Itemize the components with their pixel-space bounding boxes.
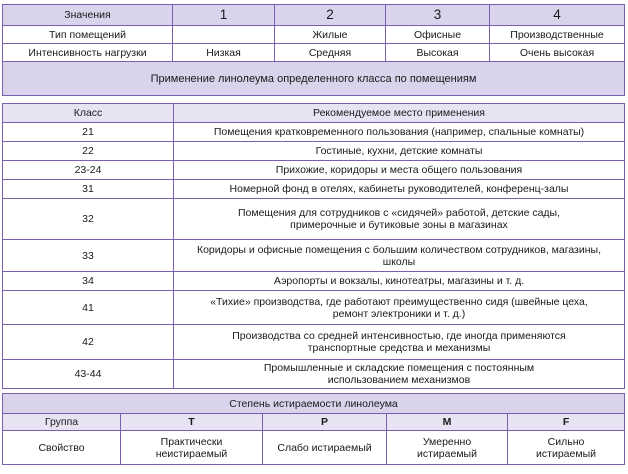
room-type-1: [173, 26, 275, 44]
class-cell: 42: [3, 325, 174, 360]
place-cell: Номерной фонд в отелях, кабинеты руководителей, конференц-залы: [174, 180, 625, 199]
place-cell: Прихожие, коридоры и места общего пользования: [174, 161, 625, 180]
property-m: Умеренно истираемый: [387, 431, 508, 465]
class-cell: 33: [3, 240, 174, 272]
group-row: [3, 414, 625, 431]
load-intensity-table: [2, 4, 625, 96]
table-row: [3, 142, 625, 161]
table-row: [3, 199, 625, 240]
class-table: [2, 103, 625, 389]
room-type-label: Тип помещений: [3, 26, 173, 44]
property-f: Сильно истираемый: [508, 431, 625, 465]
table-row: [3, 272, 625, 291]
class-cell: 22: [3, 142, 174, 161]
table-row: [3, 291, 625, 325]
place-cell: Помещения кратковременного пользования (например, спальные комнаты): [174, 123, 625, 142]
value-2: 2: [275, 5, 386, 26]
property-t: Практически неистираемый: [121, 431, 263, 465]
place-column-header: Рекомендуемое место применения: [174, 104, 625, 123]
property-p: Слабо истираемый: [263, 431, 387, 465]
table-row: [3, 325, 625, 360]
table-row: [3, 161, 625, 180]
place-cell: Гостиные, кухни, детские комнаты: [174, 142, 625, 161]
place-cell: Производства со средней интенсивностью, где иногда применяются транспортные средства и механизмы: [174, 325, 625, 360]
wear-title: Степень истираемости линолеума: [3, 394, 625, 414]
value-4: 4: [490, 5, 625, 26]
table-row: [3, 240, 625, 272]
wear-table: [2, 393, 625, 465]
place-cell: Коридоры и офисные помещения с большим количеством сотрудников, магазины, школы: [174, 240, 625, 272]
class-cell: 32: [3, 199, 174, 240]
class-cell: 34: [3, 272, 174, 291]
class-cell: 21: [3, 123, 174, 142]
value-1: 1: [173, 5, 275, 26]
room-type-4: Производственные: [490, 26, 625, 44]
place-cell: Промышленные и складские помещения с постоянным использованием механизмов: [174, 360, 625, 389]
value-3: 3: [386, 5, 490, 26]
intensity-row: [3, 44, 625, 62]
property-row: [3, 431, 625, 465]
class-cell: 31: [3, 180, 174, 199]
intensity-1: Низкая: [173, 44, 275, 62]
room-type-3: Офисные: [386, 26, 490, 44]
group-p: P: [263, 414, 387, 431]
class-cell: 41: [3, 291, 174, 325]
section-title: Применение линолеума определенного класса по помещениям: [3, 62, 625, 96]
class-cell: 43-44: [3, 360, 174, 389]
intensity-2: Средняя: [275, 44, 386, 62]
room-type-2: Жилые: [275, 26, 386, 44]
class-cell: 23-24: [3, 161, 174, 180]
section-title-row: [3, 62, 625, 96]
place-cell: «Тихие» производства, где работают преимущественно сидя (швейные цеха, ремонт электроники и т. д.): [174, 291, 625, 325]
intensity-4: Очень высокая: [490, 44, 625, 62]
room-type-row: [3, 26, 625, 44]
class-table-header: [3, 104, 625, 123]
place-cell: Аэропорты и вокзалы, кинотеатры, магазины и т. д.: [174, 272, 625, 291]
wear-title-row: [3, 394, 625, 414]
values-header-row: [3, 5, 625, 26]
intensity-3: Высокая: [386, 44, 490, 62]
intensity-label: Интенсивность нагрузки: [3, 44, 173, 62]
property-label: Свойство: [3, 431, 121, 465]
place-cell: Помещения для сотрудников с «сидячей» работой, детские сады, примерочные и бутиковые зоны в магазинах: [174, 199, 625, 240]
group-label: Группа: [3, 414, 121, 431]
table-row: [3, 123, 625, 142]
group-m: M: [387, 414, 508, 431]
class-column-header: Класс: [3, 104, 174, 123]
values-label: Значения: [3, 5, 173, 26]
table-row: [3, 360, 625, 389]
group-f: F: [508, 414, 625, 431]
table-row: [3, 180, 625, 199]
group-t: T: [121, 414, 263, 431]
